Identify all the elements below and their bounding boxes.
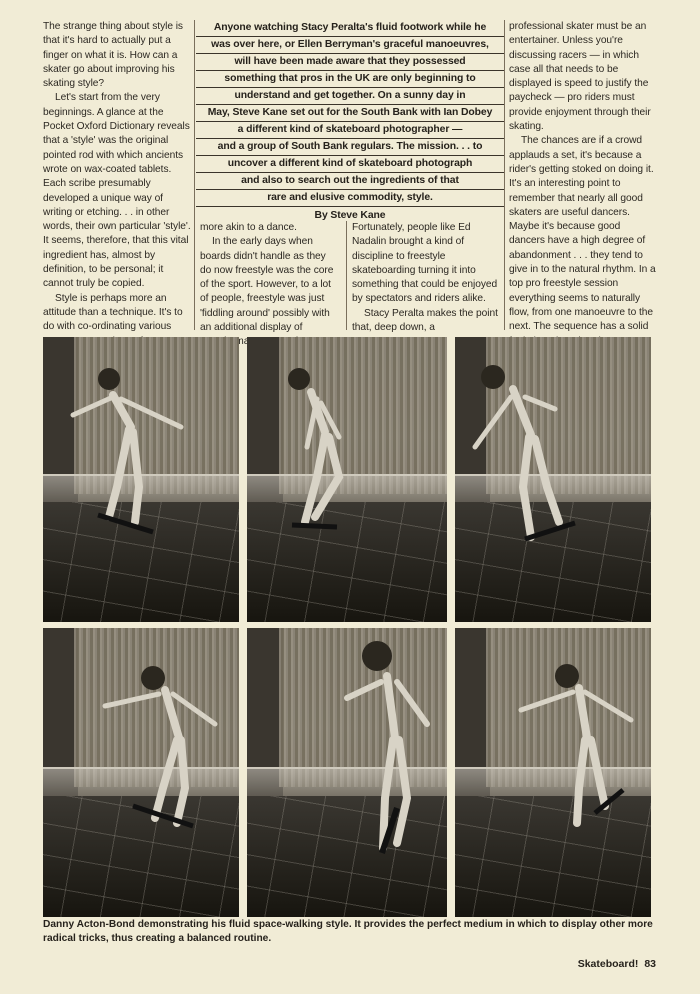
article-column-4 xyxy=(509,20,657,377)
skater-figure-icon xyxy=(43,628,239,917)
intro-line: will have been made aware that they possessed xyxy=(196,54,504,71)
magazine-name: Skateboard! xyxy=(577,958,639,970)
page-footer xyxy=(578,958,656,970)
paragraph: The chances are if a crowd applauds a set, it's because a rider's getting stoked on doing it. It's an interesting point to remember that nearly all good skaters are useful dancers. Maybe it's because good dancers have a high degree of abandonment . . . they tend to give in to the natural rhythm. In a top pro freestyle session everything seems to naturally flow, from one manoeuvre to the next. The sequence has a solid xyxy=(509,135,656,333)
photo-frame-1 xyxy=(43,337,239,622)
paragraph: Stacy Peralta makes the point that, deep down, a xyxy=(352,307,498,334)
photo-frame-5 xyxy=(247,628,447,917)
skater-figure-icon xyxy=(43,337,239,622)
skater-figure-icon xyxy=(455,337,651,622)
skater-figure-icon xyxy=(455,628,651,917)
article-column-1 xyxy=(43,20,191,377)
paragraph: Style is perhaps more an attitude than a technique. It's to do with co-ordinating various xyxy=(43,292,183,333)
column-divider xyxy=(504,20,505,330)
intro-line: and also to search out the ingredients of that xyxy=(196,173,504,190)
skater-figure-icon xyxy=(247,337,447,622)
column-divider xyxy=(194,20,195,330)
paragraph: more akin to a dance. xyxy=(200,222,297,233)
intro-line: Anyone watching Stacy Peralta's fluid footwork while he xyxy=(196,20,504,37)
paragraph: Let's start from the very beginnings. A glance at the Pocket Oxford Dictionary reveals that a 'style' was the original pointed rod with which ancients wrote on wax-coated tablets. Each scribe presumably developed a unique way of writing or etching. . . in other words, their own particular 'style'. It seems, therefore, that this vital ingredient has, almost by definition, to be personal; it cannot truly be copied. xyxy=(43,92,191,290)
intro-line: was over here, or Ellen Berryman's graceful manoeuvres, xyxy=(196,37,504,54)
skater-figure-icon xyxy=(247,628,447,917)
article-column-2 xyxy=(200,221,338,350)
paragraph: In the early days when boards didn't handle as they do now freestyle was the core of the sport. However, to a lot of people, freestyle was just 'fiddling around' possibly with an additional display of xyxy=(200,236,334,334)
page-number: 83 xyxy=(644,958,656,970)
article-intro xyxy=(196,20,504,223)
paragraph: Fortunately, people like Ed Nadalin brought a kind of discipline to freestyle skateboarding turning it into something that could be enjoyed by spectators and riders alike. xyxy=(352,222,498,305)
paragraph: professional skater must be an entertainer. Unless you're discussing racers — in which case all that needs to be displayed is speed to justify the paycheck — pro riders must provide enjoyment through their skating. xyxy=(509,21,651,133)
intro-line: and a group of South Bank regulars. The mission. . . to xyxy=(196,139,504,156)
photo-frame-3 xyxy=(455,337,651,622)
intro-line: May, Steve Kane set out for the South Bank with Ian Dobey xyxy=(196,105,504,122)
column-divider xyxy=(346,221,347,330)
photo-caption: Danny Acton-Bond demonstrating his fluid space-walking style. It provides the perfect medium in which to display other more radical tricks, thus creating a balanced routine. xyxy=(43,919,653,944)
intro-line: a different kind of skateboard photographer — xyxy=(196,122,504,139)
photo-frame-2 xyxy=(247,337,447,622)
paragraph: The strange thing about style is that it's hard to actually put a finger on what it is. How can a skater go about improving his skating style? xyxy=(43,21,183,90)
intro-line: understand and get together. On a sunny day in xyxy=(196,88,504,105)
article-column-3 xyxy=(352,221,500,335)
intro-line: rare and elusive commodity, style. xyxy=(196,190,504,207)
photo-frame-6 xyxy=(455,628,651,917)
photo-frame-4 xyxy=(43,628,239,917)
photo-sequence xyxy=(43,337,651,917)
intro-line: something that pros in the UK are only beginning to xyxy=(196,71,504,88)
intro-line: uncover a different kind of skateboard photograph xyxy=(196,156,504,173)
byline: By Steve Kane xyxy=(314,210,386,221)
